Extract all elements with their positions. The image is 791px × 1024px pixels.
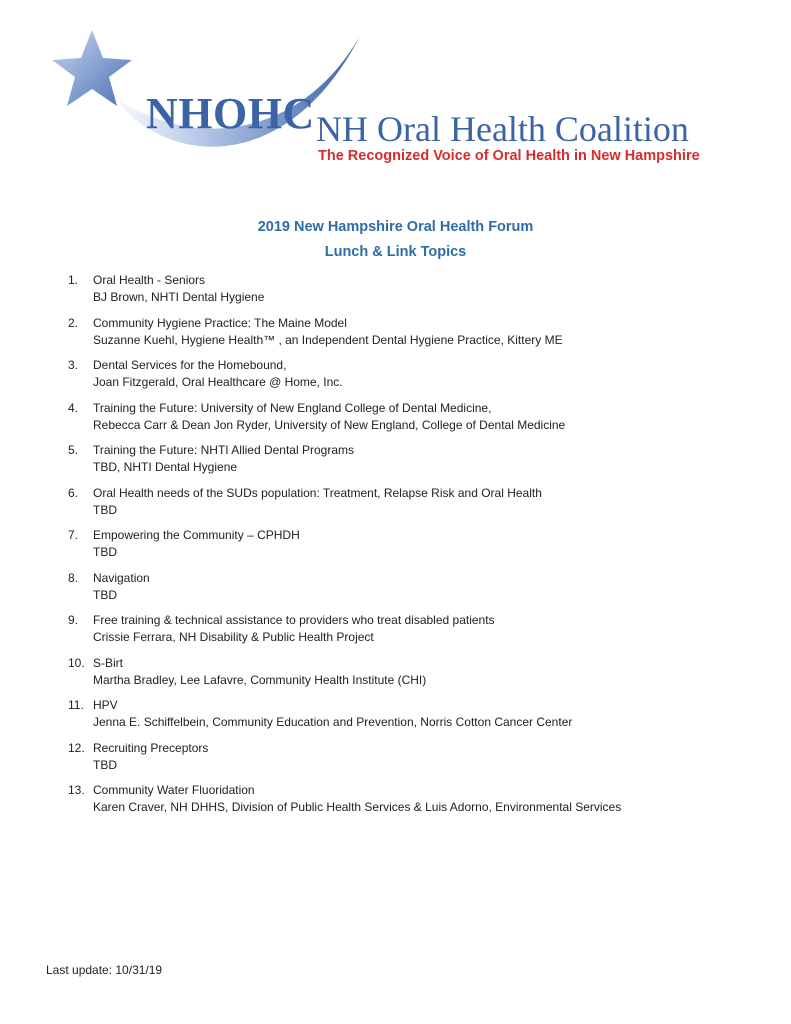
topic-presenter: TBD, NHTI Dental Hygiene <box>93 460 238 474</box>
topic-item <box>0 610 791 653</box>
topic-title: S-Birt <box>93 655 123 670</box>
logo-tagline: The Recognized Voice of Oral Health in New Hampshire <box>318 148 700 164</box>
topic-title: Navigation <box>93 570 150 585</box>
topic-number: 6. <box>68 485 79 500</box>
topics-list <box>0 270 791 823</box>
topic-number: 5. <box>68 443 79 457</box>
topic-number: 3. <box>68 358 79 372</box>
topic-presenter: TBD <box>93 502 117 517</box>
topic-item <box>0 313 791 356</box>
nhohc-logo <box>50 22 750 172</box>
document-subtitle: Lunch & Link Topics <box>324 244 467 260</box>
topic-number: 11. <box>68 698 84 712</box>
topic-item <box>0 355 791 398</box>
topic-title: Oral Health needs of the SUDs population: Treatment, Relapse Risk and Oral Health <box>93 485 542 500</box>
topic-presenter: TBD <box>93 587 117 602</box>
topic-presenter: Crissie Ferrara, NH Disability & Public Health Project <box>93 630 374 644</box>
topic-item <box>0 738 791 781</box>
topic-title: Training the Future: University of New England College of Dental Medicine, <box>93 400 492 415</box>
topic-number: 8. <box>68 570 79 585</box>
document-title: 2019 New Hampshire Oral Health Forum <box>257 219 534 235</box>
topic-title: Free training & technical assistance to providers who treat disabled patients <box>93 613 495 627</box>
topic-item <box>0 653 791 696</box>
topic-title: Empowering the Community – CPHDH <box>93 528 300 542</box>
topic-item <box>0 483 791 526</box>
topic-title: Dental Services for the Homebound, <box>93 358 287 372</box>
topic-item <box>0 695 791 738</box>
topic-number: 7. <box>68 528 79 542</box>
topic-title: Community Hygiene Practice: The Maine Model <box>93 315 347 330</box>
topic-title: HPV <box>93 698 118 712</box>
topic-number: 13. <box>68 783 85 797</box>
topic-title: Recruiting Preceptors <box>93 740 209 755</box>
topic-number: 2. <box>68 315 79 330</box>
topic-item <box>0 780 791 823</box>
topic-presenter: Jenna E. Schiffelbein, Community Education and Prevention, Norris Cotton Cancer Center <box>93 715 573 729</box>
topic-item <box>0 270 791 313</box>
topic-presenter: Joan Fitzgerald, Oral Healthcare @ Home, Inc. <box>93 375 343 389</box>
topic-title: Training the Future: NHTI Allied Dental Programs <box>93 443 354 457</box>
topic-title: Oral Health - Seniors <box>93 273 206 287</box>
topic-presenter: BJ Brown, NHTI Dental Hygiene <box>93 290 265 304</box>
topic-presenter: Rebecca Carr & Dean Jon Ryder, University of New England, College of Dental Medicine <box>93 417 566 432</box>
topic-item <box>0 568 791 611</box>
logo-abbreviation: NHOHC <box>146 89 315 138</box>
topic-presenter: Karen Craver, NH DHHS, Division of Public Health Services & Luis Adorno, Environmental Services <box>93 800 622 814</box>
topic-presenter: Martha Bradley, Lee Lafavre, Community Health Institute (CHI) <box>93 672 427 687</box>
logo-organization-name: NH Oral Health Coalition <box>316 109 689 149</box>
topic-number: 9. <box>68 613 79 627</box>
topic-title: Community Water Fluoridation <box>93 783 255 797</box>
last-update-note: Last update: 10/31/19 <box>46 963 163 977</box>
topic-number: 4. <box>68 400 79 415</box>
topic-number: 1. <box>68 273 79 287</box>
topic-item <box>0 525 791 568</box>
topic-presenter: TBD <box>93 545 117 559</box>
topic-item <box>0 398 791 441</box>
topic-number: 10. <box>68 655 85 670</box>
topic-presenter: Suzanne Kuehl, Hygiene Health™ , an Independent Dental Hygiene Practice, Kittery ME <box>93 332 563 347</box>
topic-number: 12. <box>68 740 85 755</box>
topic-presenter: TBD <box>93 757 117 772</box>
topic-item <box>0 440 791 483</box>
